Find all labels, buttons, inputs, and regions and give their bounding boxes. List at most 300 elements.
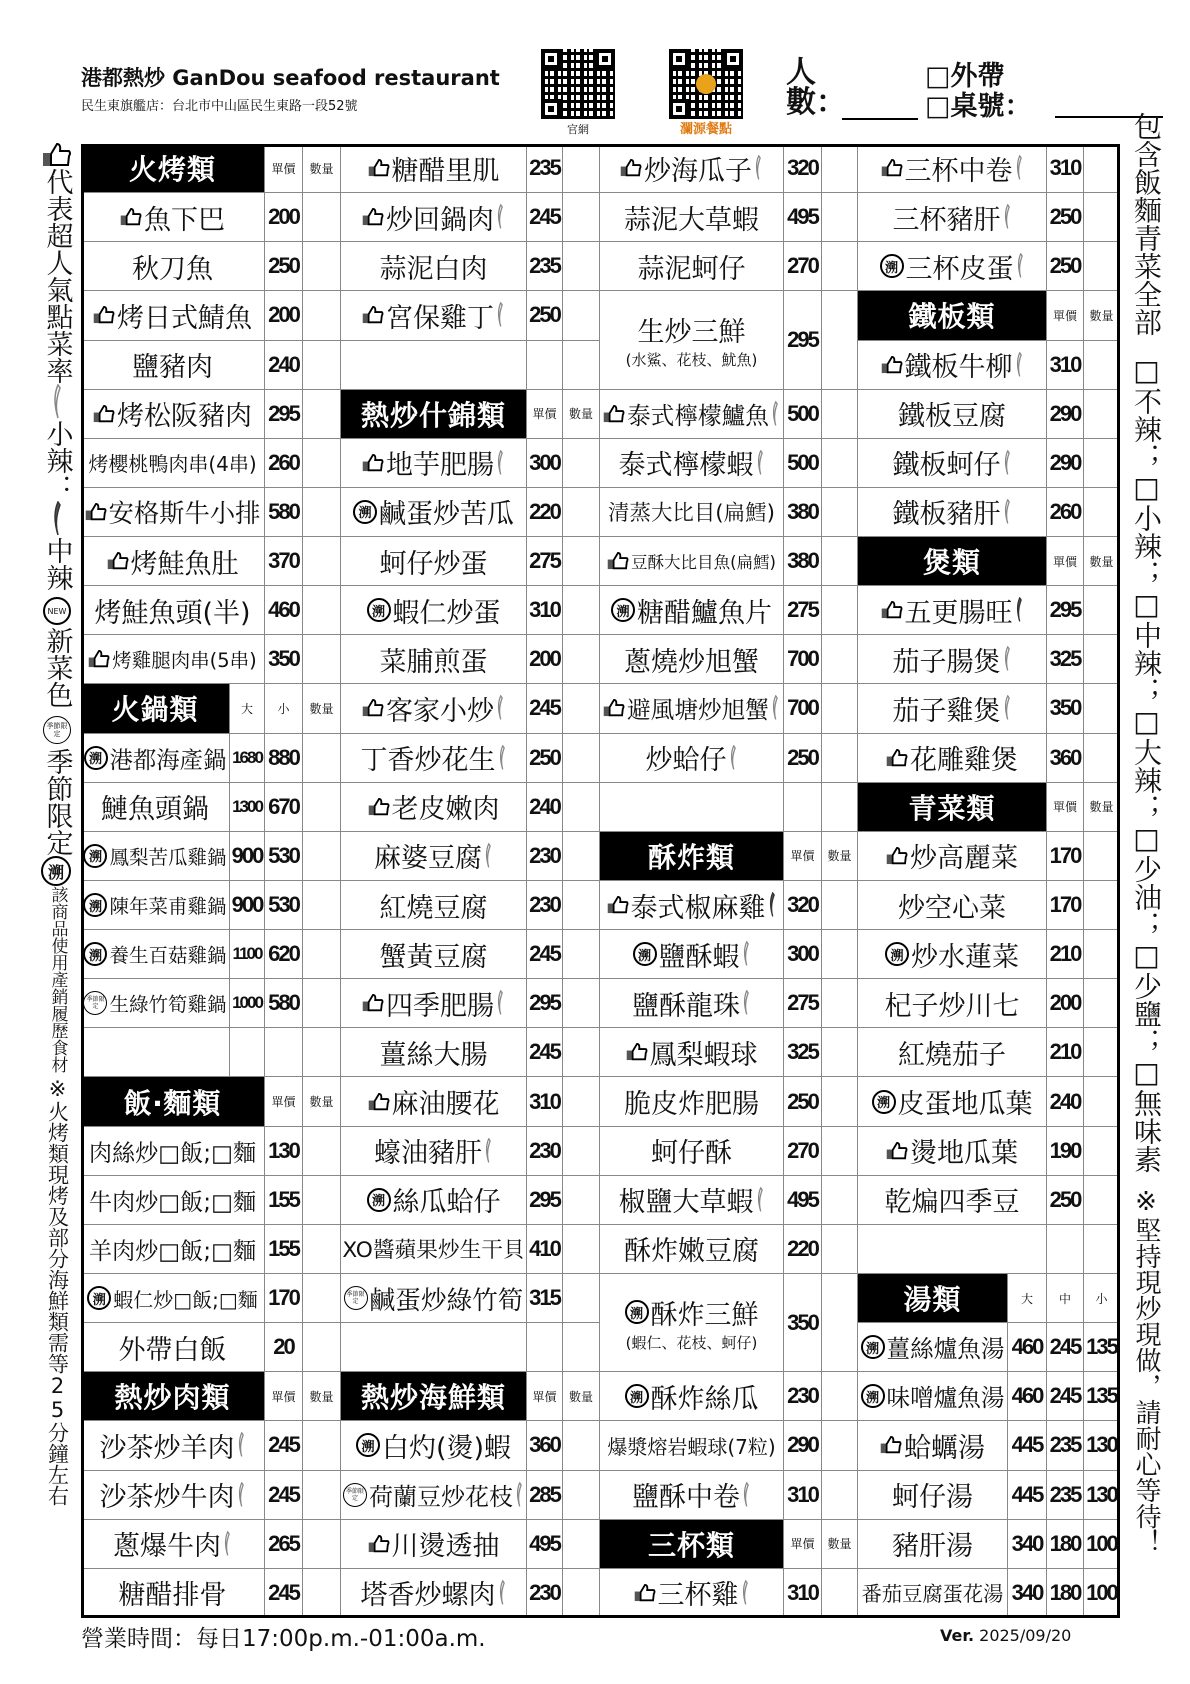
quantity-input[interactable]	[303, 1471, 341, 1520]
quantity-input[interactable]	[303, 439, 341, 488]
menu-item[interactable]	[858, 734, 1047, 783]
item-price: 245	[527, 930, 563, 979]
quantity-input[interactable]	[822, 1421, 858, 1470]
menu-item[interactable]	[600, 390, 784, 439]
quantity-input[interactable]	[822, 193, 858, 242]
quantity-input[interactable]	[822, 734, 858, 783]
item-price: 580	[265, 488, 303, 537]
menu-item[interactable]	[81, 734, 230, 783]
menu-item[interactable]	[341, 242, 527, 291]
menu-item[interactable]	[858, 1028, 1047, 1077]
people-count-field[interactable]	[842, 118, 918, 120]
menu-item[interactable]	[600, 1421, 784, 1470]
item-name: 鐵板蚵仔	[892, 450, 1001, 482]
mild-chili-icon	[497, 745, 507, 771]
item-note: (水鯊、花枝、魷魚)	[625, 351, 758, 369]
item-price: 1300	[230, 783, 265, 832]
menu-item[interactable]	[858, 439, 1047, 488]
traceable-badge-icon: 溯	[611, 598, 635, 622]
item-price: 460	[265, 586, 303, 635]
quantity-input[interactable]	[822, 439, 858, 488]
menu-item[interactable]	[858, 1471, 1008, 1520]
table-number-checkbox[interactable]: □桌號：	[925, 91, 1032, 122]
menu-item[interactable]	[81, 1323, 265, 1372]
menu-item[interactable]	[341, 1225, 527, 1274]
quantity-input[interactable]	[563, 439, 600, 488]
right-legend	[1128, 112, 1164, 1555]
quantity-input[interactable]	[303, 390, 341, 439]
medium-chili-icon	[50, 501, 64, 537]
menu-item[interactable]	[858, 979, 1047, 1028]
item-name: 陳年菜甫雞鍋	[109, 895, 227, 918]
quantity-input[interactable]	[822, 488, 858, 537]
quantity-input[interactable]	[1084, 979, 1120, 1028]
menu-item[interactable]	[341, 930, 527, 979]
quantity-input[interactable]	[822, 881, 858, 930]
menu-item[interactable]	[341, 1569, 527, 1618]
traceable-badge-icon: 溯	[83, 844, 107, 868]
mild-chili-icon	[740, 1580, 750, 1606]
menu-item[interactable]	[858, 586, 1047, 635]
quantity-input[interactable]	[1084, 242, 1120, 291]
quantity-input[interactable]	[1084, 193, 1120, 242]
menu-item[interactable]	[600, 1372, 784, 1421]
menu-item[interactable]	[341, 979, 527, 1028]
item-name: 五更腸旺	[904, 597, 1013, 629]
menu-item[interactable]	[81, 783, 230, 832]
legend-includes: 包含飯麵青菜全部	[1130, 112, 1163, 336]
quantity-input[interactable]	[563, 881, 600, 930]
quantity-input[interactable]	[563, 832, 600, 881]
menu-item[interactable]	[858, 635, 1047, 684]
menu-item[interactable]	[81, 291, 265, 340]
quantity-input[interactable]	[822, 1028, 858, 1077]
quantity-input[interactable]	[303, 1127, 341, 1176]
menu-item[interactable]	[600, 144, 784, 193]
item-price: 210	[1047, 930, 1084, 979]
menu-item[interactable]	[600, 1176, 784, 1225]
column-label: 數量	[822, 832, 858, 881]
mild-chili-icon	[495, 302, 505, 328]
menu-item[interactable]	[81, 1520, 265, 1569]
empty-cell	[858, 1225, 1047, 1274]
menu-item[interactable]	[341, 291, 527, 340]
quantity-input[interactable]	[1084, 734, 1120, 783]
item-price: 350	[784, 1274, 822, 1372]
quantity-input[interactable]	[1084, 390, 1120, 439]
thumbs-up-icon	[881, 355, 903, 375]
item-name: 生炒三鮮	[637, 317, 746, 348]
quantity-input[interactable]	[563, 684, 600, 733]
quantity-input[interactable]	[1084, 488, 1120, 537]
item-price: 235	[527, 242, 563, 291]
quantity-input[interactable]	[563, 341, 600, 390]
quantity-input[interactable]	[1084, 586, 1120, 635]
item-price: 100	[1084, 1569, 1120, 1618]
quantity-input[interactable]	[822, 390, 858, 439]
item-price: 370	[265, 537, 303, 586]
quantity-input[interactable]	[303, 734, 341, 783]
quantity-input[interactable]	[822, 291, 858, 389]
quantity-input[interactable]	[1084, 684, 1120, 733]
thumbs-up-icon	[93, 404, 115, 424]
item-name: 酥炸三鮮	[650, 1299, 759, 1331]
quantity-input[interactable]	[303, 1323, 341, 1372]
column-label: 中	[1047, 1274, 1084, 1323]
menu-item[interactable]	[600, 881, 784, 930]
quantity-input[interactable]	[1084, 1127, 1120, 1176]
quantity-input[interactable]	[1084, 1077, 1120, 1126]
menu-item[interactable]	[600, 979, 784, 1028]
item-price: 245	[1047, 1323, 1084, 1372]
quantity-input[interactable]	[563, 1471, 600, 1520]
version-info	[940, 1626, 1071, 1645]
quantity-input[interactable]	[1084, 1225, 1120, 1274]
ordering-qr-code[interactable]	[669, 49, 743, 119]
menu-item[interactable]	[858, 1372, 1008, 1421]
quantity-input[interactable]	[303, 1028, 341, 1077]
menu-item[interactable]	[858, 1077, 1047, 1126]
mild-chili-icon	[1002, 695, 1012, 721]
menu-item[interactable]	[81, 341, 265, 390]
menu-item[interactable]	[81, 832, 230, 881]
item-name: 脆皮炸肥腸	[624, 1089, 759, 1121]
quantity-input[interactable]	[822, 242, 858, 291]
quantity-input[interactable]	[563, 586, 600, 635]
quantity-input[interactable]	[303, 1274, 341, 1323]
item-price: 275	[527, 537, 563, 586]
ordering-qr-caption: 瀾源餐點	[679, 122, 732, 137]
item-price: 900	[230, 881, 265, 930]
quantity-input[interactable]	[303, 537, 341, 586]
quantity-input[interactable]	[822, 1176, 858, 1225]
item-price: 500	[784, 439, 822, 488]
quantity-input[interactable]	[1084, 930, 1120, 979]
item-name: 糖醋鱸魚片	[637, 597, 772, 629]
quantity-input[interactable]	[563, 635, 600, 684]
quantity-input[interactable]	[1084, 144, 1120, 193]
thumbs-up-icon	[626, 1042, 648, 1062]
item-name: 炒水蓮菜	[911, 941, 1019, 973]
menu-item[interactable]	[81, 979, 230, 1028]
menu-item[interactable]	[341, 1421, 527, 1470]
menu-item[interactable]	[341, 1520, 527, 1569]
menu-item[interactable]	[81, 193, 265, 242]
menu-item[interactable]	[341, 635, 527, 684]
item-price: 250	[784, 1077, 822, 1126]
menu-item[interactable]	[600, 930, 784, 979]
quantity-input[interactable]	[1084, 341, 1120, 390]
quantity-input[interactable]	[303, 1569, 341, 1618]
menu-item[interactable]	[341, 1028, 527, 1077]
menu-item[interactable]	[341, 783, 527, 832]
menu-item[interactable]	[341, 144, 527, 193]
quantity-input[interactable]	[563, 1421, 600, 1470]
quantity-input[interactable]	[563, 1028, 600, 1077]
menu-item[interactable]	[858, 1323, 1008, 1372]
menu-item[interactable]	[81, 930, 230, 979]
item-price: 350	[1047, 684, 1084, 733]
item-name: 蒜泥大草蝦	[624, 204, 759, 236]
menu-item[interactable]	[81, 1176, 265, 1225]
seasonal-badge-icon: 季節限定	[83, 991, 107, 1015]
quantity-input[interactable]	[563, 1176, 600, 1225]
menu-item[interactable]	[341, 537, 527, 586]
quantity-input[interactable]	[822, 635, 858, 684]
item-price: 620	[265, 930, 303, 979]
menu-item[interactable]	[81, 537, 265, 586]
quantity-input[interactable]	[563, 144, 600, 193]
menu-item[interactable]	[858, 881, 1047, 930]
quantity-input[interactable]	[563, 1569, 600, 1618]
mild-chili-icon	[755, 1187, 765, 1213]
item-price: 320	[784, 144, 822, 193]
quantity-input[interactable]	[1084, 439, 1120, 488]
quantity-input[interactable]	[303, 242, 341, 291]
item-price: 700	[784, 635, 822, 684]
menu-item[interactable]	[81, 1274, 265, 1323]
quantity-input[interactable]	[303, 930, 341, 979]
quantity-input[interactable]	[822, 1077, 858, 1126]
quantity-input[interactable]	[563, 930, 600, 979]
thumbs-up-icon	[368, 158, 390, 178]
quantity-input[interactable]	[1084, 635, 1120, 684]
thumbs-up-icon	[88, 649, 110, 669]
menu-item[interactable]	[858, 684, 1047, 733]
menu-item[interactable]	[81, 586, 265, 635]
menu-item[interactable]	[341, 1471, 527, 1520]
menu-item[interactable]	[341, 1176, 527, 1225]
item-name: 蝦仁炒□飯;□麵	[113, 1287, 258, 1312]
menu-item[interactable]	[341, 832, 527, 881]
thumbs-up-icon	[362, 207, 384, 227]
menu-item[interactable]	[81, 635, 265, 684]
menu-item[interactable]	[600, 1225, 784, 1274]
quantity-input[interactable]	[303, 1225, 341, 1274]
item-name: 鐵板豬肝	[892, 499, 1001, 531]
quantity-input[interactable]	[303, 832, 341, 881]
quantity-input[interactable]	[303, 586, 341, 635]
menu-item[interactable]	[600, 537, 784, 586]
menu-item[interactable]	[341, 881, 527, 930]
quantity-input[interactable]	[563, 1520, 600, 1569]
item-price: 445	[1008, 1421, 1047, 1470]
website-qr-code[interactable]	[541, 49, 615, 119]
quantity-input[interactable]	[822, 537, 858, 586]
mild-chili-icon	[1015, 253, 1025, 279]
menu-item[interactable]	[600, 1127, 784, 1176]
spice-options[interactable]: □不辣；□小辣；□中辣；□大辣；□少油；□少鹽；□無味素	[1130, 354, 1163, 1173]
menu-item[interactable]	[858, 390, 1047, 439]
quantity-input[interactable]	[303, 783, 341, 832]
traceable-badge-icon: 溯	[87, 1286, 111, 1310]
item-price: 310	[784, 1471, 822, 1520]
quantity-input[interactable]	[1084, 832, 1120, 881]
item-price: 200	[265, 193, 303, 242]
item-price	[784, 783, 822, 832]
quantity-input[interactable]	[303, 291, 341, 340]
quantity-input[interactable]	[822, 586, 858, 635]
quantity-input[interactable]	[563, 1323, 600, 1372]
item-price	[1047, 1225, 1084, 1274]
item-name: 安格斯牛小排	[108, 497, 261, 528]
menu-item[interactable]	[341, 1127, 527, 1176]
item-price: 495	[527, 1520, 563, 1569]
item-price: 340	[1008, 1569, 1047, 1618]
menu-item[interactable]	[600, 488, 784, 537]
version-date: 2025/09/20	[979, 1626, 1072, 1645]
traceable-badge-icon: 溯	[367, 598, 391, 622]
quantity-input[interactable]	[563, 1225, 600, 1274]
quantity-input[interactable]	[822, 979, 858, 1028]
quantity-input[interactable]	[303, 1421, 341, 1470]
menu-item[interactable]	[81, 1421, 265, 1470]
menu-item[interactable]	[600, 291, 784, 389]
menu-item[interactable]	[341, 684, 527, 733]
column-label: 單價	[784, 832, 822, 881]
menu-item[interactable]	[81, 1127, 265, 1176]
menu-item[interactable]	[600, 193, 784, 242]
thumbs-up-icon	[362, 453, 384, 473]
quantity-input[interactable]	[822, 930, 858, 979]
quantity-input[interactable]	[303, 979, 341, 1028]
item-price: 310	[1047, 341, 1084, 390]
menu-item[interactable]	[858, 341, 1047, 390]
quantity-input[interactable]	[563, 1127, 600, 1176]
quantity-input[interactable]	[303, 341, 341, 390]
mild-chili-icon	[741, 941, 751, 967]
section-header: 飯‧麵類	[81, 1077, 265, 1126]
menu-item[interactable]	[858, 1176, 1047, 1225]
menu-item[interactable]	[341, 734, 527, 783]
quantity-input[interactable]	[303, 881, 341, 930]
quantity-input[interactable]	[563, 488, 600, 537]
quantity-input[interactable]	[1084, 881, 1120, 930]
menu-item[interactable]	[600, 1077, 784, 1126]
menu-item[interactable]	[341, 1274, 527, 1323]
item-name: 絲瓜蛤仔	[392, 1187, 501, 1219]
menu-item[interactable]	[600, 1274, 784, 1372]
quantity-input[interactable]	[822, 1225, 858, 1274]
menu-item[interactable]	[81, 488, 265, 537]
item-name: 薑絲大腸	[379, 1039, 488, 1071]
item-name: 蒜泥白肉	[379, 253, 488, 285]
menu-item[interactable]	[600, 1471, 784, 1520]
item-name: 炒回鍋肉	[386, 204, 494, 236]
quantity-input[interactable]	[822, 1127, 858, 1176]
item-name: 烤雞腿肉串(5串)	[112, 649, 257, 673]
menu-item[interactable]	[341, 586, 527, 635]
menu-item[interactable]	[858, 832, 1047, 881]
item-price: 530	[265, 881, 303, 930]
quantity-input[interactable]	[563, 783, 600, 832]
quantity-input[interactable]	[563, 734, 600, 783]
mild-chili-icon	[1002, 646, 1012, 672]
item-name: 番茄豆腐蛋花湯	[861, 1582, 1004, 1607]
quantity-input[interactable]	[822, 684, 858, 733]
quantity-input[interactable]	[303, 635, 341, 684]
item-name: 蚵仔湯	[892, 1482, 973, 1514]
menu-item[interactable]	[341, 439, 527, 488]
menu-item[interactable]	[600, 1028, 784, 1077]
section-header: 熱炒海鮮類	[341, 1372, 527, 1421]
quantity-input[interactable]	[822, 1274, 858, 1372]
quantity-input[interactable]	[563, 537, 600, 586]
takeout-checkbox[interactable]: □外帶	[925, 61, 1005, 92]
item-name: 皮蛋地瓜葉	[897, 1089, 1033, 1121]
quantity-input[interactable]	[303, 193, 341, 242]
quantity-input[interactable]	[303, 1520, 341, 1569]
menu-item[interactable]	[858, 144, 1047, 193]
menu-item[interactable]	[81, 881, 230, 930]
quantity-input[interactable]	[1084, 1028, 1120, 1077]
quantity-input[interactable]	[563, 979, 600, 1028]
menu-item[interactable]	[600, 734, 784, 783]
menu-item[interactable]	[81, 439, 265, 488]
quantity-input[interactable]	[822, 1471, 858, 1520]
item-name: 清蒸大比目(扁鱈)	[608, 501, 775, 527]
menu-item[interactable]	[81, 1569, 265, 1618]
menu-item[interactable]	[600, 242, 784, 291]
menu-item[interactable]	[600, 635, 784, 684]
quantity-input[interactable]	[563, 1274, 600, 1323]
quantity-input[interactable]	[822, 1569, 858, 1618]
quantity-input[interactable]	[303, 1176, 341, 1225]
item-price: 700	[784, 684, 822, 733]
menu-item[interactable]	[858, 1569, 1008, 1618]
item-note: (蝦仁、花枝、蚵仔)	[625, 1333, 758, 1352]
menu-item[interactable]	[341, 1077, 527, 1126]
menu-item[interactable]	[600, 1569, 784, 1618]
menu-item[interactable]	[858, 1421, 1008, 1470]
menu-item[interactable]	[81, 390, 265, 439]
menu-item[interactable]	[81, 1471, 265, 1520]
quantity-input[interactable]	[563, 291, 600, 340]
item-name: 避風塘炒旭蟹	[627, 696, 769, 725]
quantity-input[interactable]	[822, 144, 858, 193]
quantity-input[interactable]	[563, 242, 600, 291]
menu-item[interactable]	[81, 242, 265, 291]
quantity-input[interactable]	[1084, 1176, 1120, 1225]
menu-item[interactable]	[858, 242, 1047, 291]
menu-item[interactable]	[858, 930, 1047, 979]
quantity-input[interactable]	[563, 193, 600, 242]
column-label: 單價	[265, 1077, 303, 1126]
menu-item[interactable]	[858, 1127, 1047, 1176]
traceable-badge-icon: 溯	[625, 1384, 649, 1408]
menu-item[interactable]	[81, 1225, 265, 1274]
item-name: 糖醋排骨	[118, 1580, 227, 1612]
item-name: 菜脯煎蛋	[379, 646, 488, 678]
menu-item[interactable]	[341, 488, 527, 537]
menu-item[interactable]	[600, 684, 784, 733]
menu-item[interactable]	[858, 488, 1047, 537]
menu-item[interactable]	[858, 1520, 1008, 1569]
quantity-input[interactable]	[822, 1372, 858, 1421]
item-price: 460	[1008, 1372, 1047, 1421]
menu-item[interactable]	[600, 586, 784, 635]
quantity-input[interactable]	[303, 488, 341, 537]
menu-item[interactable]	[600, 439, 784, 488]
quantity-input[interactable]	[563, 1077, 600, 1126]
traceable-badge-icon: 溯	[885, 942, 909, 966]
column-label: 單價	[527, 390, 563, 439]
item-name: 川燙透抽	[391, 1531, 500, 1563]
menu-item[interactable]	[858, 193, 1047, 242]
item-name: 蟹黃豆腐	[379, 941, 488, 973]
quantity-input[interactable]	[822, 783, 858, 832]
menu-item[interactable]	[341, 193, 527, 242]
